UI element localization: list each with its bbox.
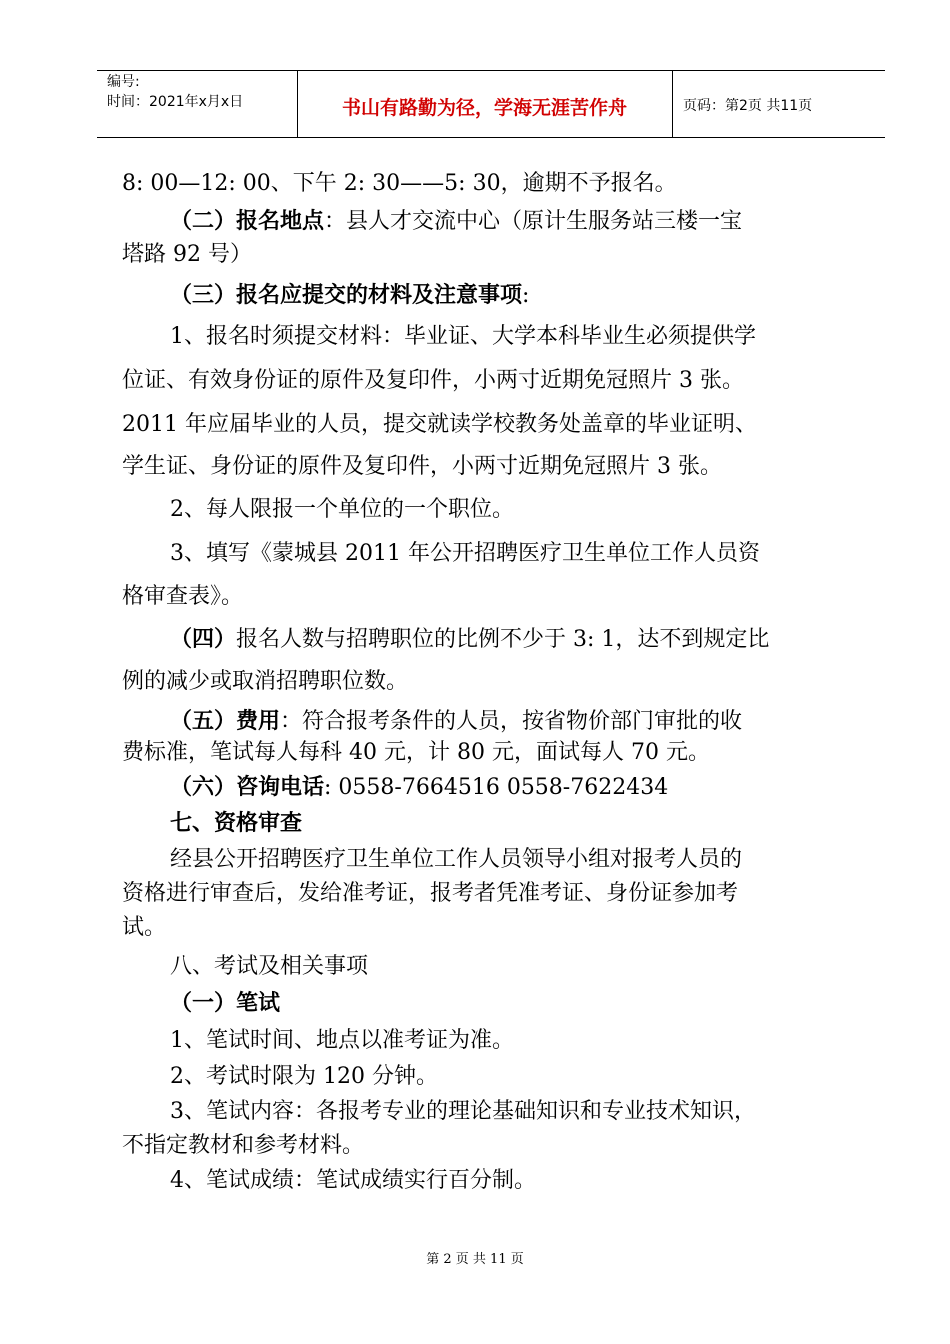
body-line: 不指定教材和参考材料。 (122, 1133, 365, 1158)
body-line: 经县公开招聘医疗卫生单位工作人员领导小组对报考人员的 (170, 847, 743, 872)
body-line: 费标准，笔试每人每科 40 元，计 80 元，面试每人 70 元。 (122, 740, 710, 765)
body-line: 格审查表》。 (122, 584, 244, 609)
document-number-label: 编号: (107, 74, 140, 90)
body-line: 2、每人限报一个单位的一个职位。 (170, 497, 514, 522)
section-title: 七、资格审查 (170, 810, 303, 836)
section-heading: （一）笔试 (170, 990, 281, 1016)
body-line: 塔路 92 号） (122, 242, 252, 267)
body-line: （三）报名应提交的材料及注意事项: (170, 282, 530, 308)
page-footer: 第 2 页 共 11 页 (426, 1252, 524, 1267)
section-heading: （六）咨询电话 (170, 774, 325, 800)
body-line: 学生证、身份证的原件及复印件，小两寸近期免冠照片 3 张。 (122, 454, 722, 479)
body-line: 试。 (122, 915, 167, 940)
body-line: （四）报名人数与招聘职位的比例不少于 3: 1，达不到规定比 (170, 626, 770, 652)
body-line: 例的减少或取消招聘职位数。 (122, 669, 409, 694)
header-page-info: 页码：第2页 共11页 (683, 98, 813, 114)
body-line: （二）报名地点：县人才交流中心（原计生服务站三楼一宝 (170, 208, 743, 234)
body-line: 8: 00—12: 00、下午 2: 30——5: 30，逾期不予报名。 (122, 171, 677, 196)
body-line: 3、笔试内容：各报考专业的理论基础知识和专业技术知识， (170, 1099, 756, 1124)
header-meta-cell (97, 71, 298, 137)
body-line: （六）咨询电话: 0558-7664516 0558-7622434 (170, 774, 669, 800)
section-heading: （四） (170, 626, 237, 652)
body-line: 2、考试时限为 120 分钟。 (170, 1064, 438, 1089)
header-page-cell (673, 71, 885, 137)
body-line: 4、笔试成绩：笔试成绩实行百分制。 (170, 1168, 536, 1193)
header-motto: 书山有路勤为径，学海无涯苦作舟 (341, 97, 627, 119)
section-heading: （三）报名应提交的材料及注意事项 (170, 282, 523, 308)
section-heading: （二）报名地点 (170, 208, 325, 234)
document-time-label: 时间：2021年x月x日 (107, 94, 244, 110)
section-title: 八、考试及相关事项 (170, 954, 369, 979)
body-line: 位证、有效身份证的原件及复印件，小两寸近期免冠照片 3 张。 (122, 368, 744, 393)
body-line: 资格进行审查后，发给准考证，报考者凭准考证、身份证参加考 (122, 881, 739, 906)
section-heading: （五）费用 (170, 708, 281, 734)
body-line: 3、填写《蒙城县 2011 年公开招聘医疗卫生单位工作人员资 (170, 541, 760, 566)
body-line: （五）费用：符合报考条件的人员，按省物价部门审批的收 (170, 708, 743, 734)
body-line: 2011 年应届毕业的人员，提交就读学校教务处盖章的毕业证明、 (122, 412, 757, 437)
body-line: 1、笔试时间、地点以准考证为准。 (170, 1028, 514, 1053)
header-motto-cell (297, 71, 673, 137)
page-header (97, 70, 885, 138)
body-line: 1、报名时须提交材料：毕业证、大学本科毕业生必须提供学 (170, 324, 756, 349)
